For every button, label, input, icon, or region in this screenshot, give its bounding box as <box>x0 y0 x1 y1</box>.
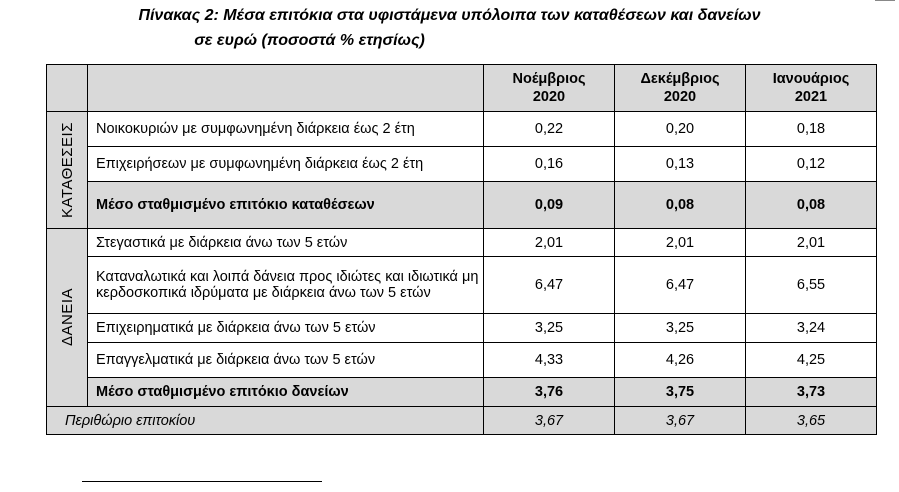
table-title-line1: Πίνακας 2: Μέσα επιτόκια στα υφιστάμενα υπόλοιπα των καταθέσεων και δανείων <box>138 7 761 24</box>
row-value: 3,76 <box>484 378 615 407</box>
header-row <box>47 65 877 112</box>
row-label: Επιχειρηματικά με διάρκεια άνω των 5 ετών <box>88 314 484 343</box>
row-value: 0,13 <box>615 147 746 182</box>
table-row-loans-average <box>47 378 877 407</box>
row-label: Μέσο σταθμισμένο επιτόκιο δανείων <box>88 378 484 407</box>
table-row-interest-margin <box>47 407 877 435</box>
row-value: 2,01 <box>615 229 746 257</box>
header-year: 2021 <box>794 89 828 105</box>
row-value: 0,22 <box>484 112 615 147</box>
header-month: Ιανουάριος <box>772 71 850 87</box>
header-empty-cell <box>47 65 88 112</box>
row-value: 3,67 <box>484 407 615 435</box>
header-year: 2020 <box>663 89 697 105</box>
row-label: Νοικοκυριών με συμφωνημένη διάρκεια έως 2 έτη <box>88 112 484 147</box>
row-label: Μέσο σταθμισμένο επιτόκιο καταθέσεων <box>88 182 484 229</box>
table-title-line2: σε ευρώ (ποσοστά % ετησίως) <box>194 32 425 49</box>
row-value: 0,20 <box>615 112 746 147</box>
row-value: 0,08 <box>615 182 746 229</box>
table-row <box>47 112 877 147</box>
row-label: Επαγγελματικά με διάρκεια άνω των 5 ετών <box>88 343 484 378</box>
header-month: Νοέμβριος <box>512 71 586 87</box>
table-row-deposits-average <box>47 182 877 229</box>
group-loans-cell <box>47 229 88 407</box>
table-row <box>47 147 877 182</box>
row-value: 6,47 <box>615 257 746 314</box>
row-label: Περιθώριο επιτοκίου <box>47 407 484 435</box>
footnote-separator <box>82 481 322 482</box>
row-value: 3,25 <box>615 314 746 343</box>
header-year: 2020 <box>532 89 566 105</box>
group-deposits-cell <box>47 112 88 229</box>
row-value: 6,47 <box>484 257 615 314</box>
row-value: 3,24 <box>746 314 877 343</box>
row-value: 4,26 <box>615 343 746 378</box>
row-label: Επιχειρήσεων με συμφωνημένη διάρκεια έως 2 έτη <box>88 147 484 182</box>
row-value: 0,18 <box>746 112 877 147</box>
row-value: 0,09 <box>484 182 615 229</box>
group-loans-label: ΔΑΝΕΙΑ <box>58 288 76 347</box>
row-value: 3,25 <box>484 314 615 343</box>
table-row <box>47 229 877 257</box>
row-value: 0,16 <box>484 147 615 182</box>
row-value: 6,55 <box>746 257 877 314</box>
table-row <box>47 314 877 343</box>
interest-rates-table <box>46 64 877 435</box>
row-value: 3,73 <box>746 378 877 407</box>
row-label: Στεγαστικά με διάρκεια άνω των 5 ετών <box>88 229 484 257</box>
row-value: 0,12 <box>746 147 877 182</box>
row-value: 3,67 <box>615 407 746 435</box>
row-value: 4,33 <box>484 343 615 378</box>
header-december-2020 <box>615 65 746 112</box>
header-november-2020 <box>484 65 615 112</box>
row-value: 2,01 <box>484 229 615 257</box>
group-deposits-label: ΚΑΤΑΘΕΣΕΙΣ <box>58 121 76 219</box>
page-corner-mark <box>875 0 895 2</box>
table-row <box>47 343 877 378</box>
row-value: 3,65 <box>746 407 877 435</box>
header-january-2021 <box>746 65 877 112</box>
header-month: Δεκέμβριος <box>640 71 720 87</box>
table-row <box>47 257 877 314</box>
row-label: Καταναλωτικά και λοιπά δάνεια προς ιδιώτες και ιδιωτικά μη κερδοσκοπικά ιδρύματα με διάρκεια άνω των 5 ετών <box>88 257 484 314</box>
row-value: 4,25 <box>746 343 877 378</box>
row-value: 3,75 <box>615 378 746 407</box>
row-value: 0,08 <box>746 182 877 229</box>
row-value: 2,01 <box>746 229 877 257</box>
header-label-cell <box>88 65 484 112</box>
